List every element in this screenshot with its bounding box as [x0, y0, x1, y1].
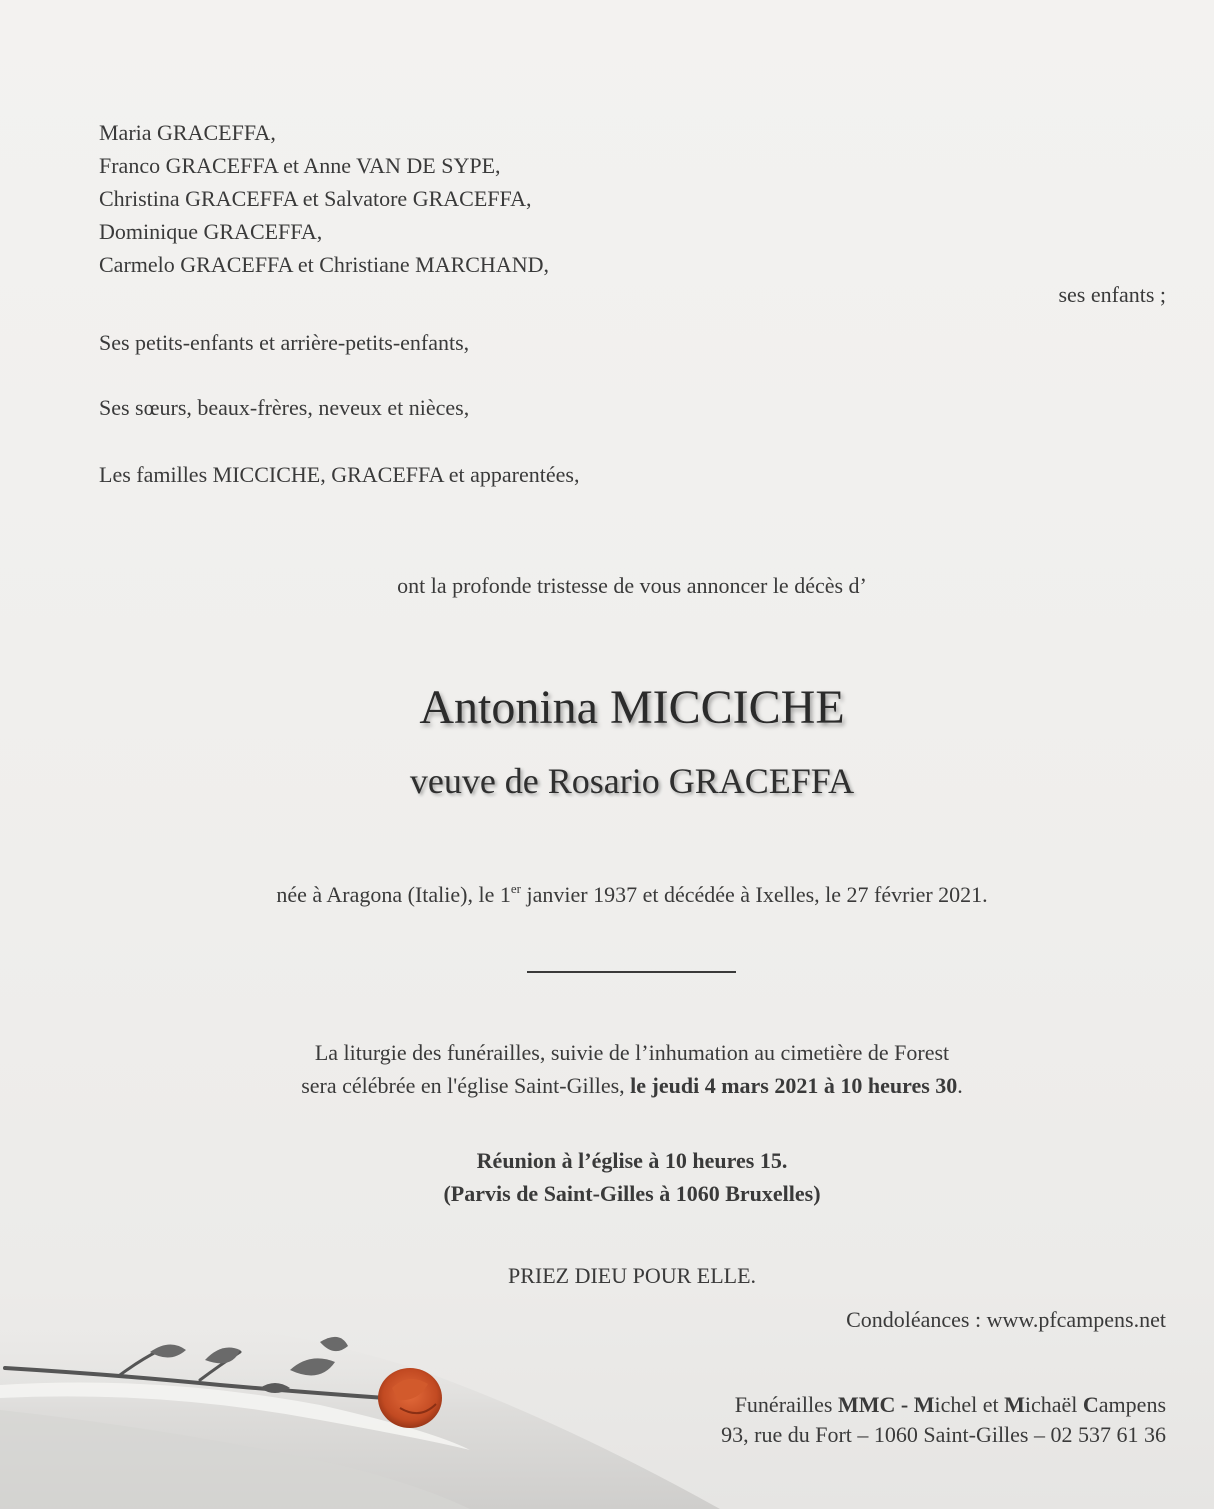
grandchildren-line: Ses petits-enfants et arrière-petits-enfants,	[99, 330, 470, 355]
death-text: janvier 1937 et décédée à Ixelles, le 27 février 2021.	[520, 882, 988, 907]
name-michel-rest: ichel et	[934, 1392, 1005, 1417]
funeral-home-prefix: Funérailles	[734, 1392, 838, 1417]
children-list	[99, 116, 549, 281]
children-role: ses enfants ;	[1058, 282, 1166, 307]
birth-ordinal: er	[510, 881, 521, 896]
name-michael-rest: ichaël	[1024, 1392, 1083, 1417]
liturgy-line-1: La liturgie des funérailles, suivie de l’inhumation au cimetière de Forest	[314, 1040, 950, 1065]
liturgy-location: sera célébrée en l'église Saint-Gilles,	[301, 1073, 631, 1098]
liturgy-block	[0, 1036, 1214, 1102]
initial-m1: M	[913, 1392, 935, 1417]
families-line: Les familles MICCICHE, GRACEFFA et apparentées,	[99, 462, 580, 487]
announcement: ont la profonde tristesse de vous annoncer le décès d’	[397, 573, 867, 598]
child-line: Maria GRACEFFA,	[99, 120, 276, 145]
meeting-block	[0, 1144, 1214, 1210]
funeral-home-block	[721, 1390, 1166, 1450]
child-line: Dominique GRACEFFA,	[99, 219, 323, 244]
siblings-line: Ses sœurs, beaux-frères, neveux et nièces,	[99, 395, 470, 420]
initial-c: C	[1082, 1392, 1099, 1417]
child-line: Franco GRACEFFA et Anne VAN DE SYPE,	[99, 153, 501, 178]
liturgy-period: .	[957, 1073, 963, 1098]
liturgy-line-2	[0, 1069, 1214, 1102]
birth-death-line	[0, 881, 1214, 908]
name-campens-rest: ampens	[1098, 1392, 1166, 1417]
liturgy-date: le jeudi 4 mars 2021 à 10 heures 30	[630, 1073, 958, 1098]
meeting-address: (Parvis de Saint-Gilles à 1060 Bruxelles)	[443, 1181, 821, 1206]
deceased-name: Antonina MICCICHE	[419, 681, 845, 734]
funeral-home-address: 93, rue du Fort – 1060 Saint-Gilles – 02 537 61 36	[721, 1422, 1166, 1447]
initial-m2: M	[1004, 1392, 1025, 1417]
widow-of: veuve de Rosario GRACEFFA	[409, 761, 855, 801]
funeral-home-name	[721, 1390, 1166, 1420]
rose-on-beach-image	[0, 1280, 720, 1509]
prayer-line: PRIEZ DIEU POUR ELLE.	[507, 1263, 757, 1288]
birth-text: née à Aragona (Italie), le 1	[276, 882, 511, 907]
child-line: Carmelo GRACEFFA et Christiane MARCHAND,	[99, 252, 549, 277]
meeting-time: Réunion à l’église à 10 heures 15.	[476, 1148, 788, 1173]
funeral-home-mmc: MMC -	[837, 1392, 914, 1417]
rose-flower	[378, 1368, 442, 1428]
child-line: Christina GRACEFFA et Salvatore GRACEFFA,	[99, 186, 532, 211]
divider	[527, 971, 736, 973]
condolences-link[interactable]: Condoléances : www.pfcampens.net	[846, 1307, 1166, 1332]
